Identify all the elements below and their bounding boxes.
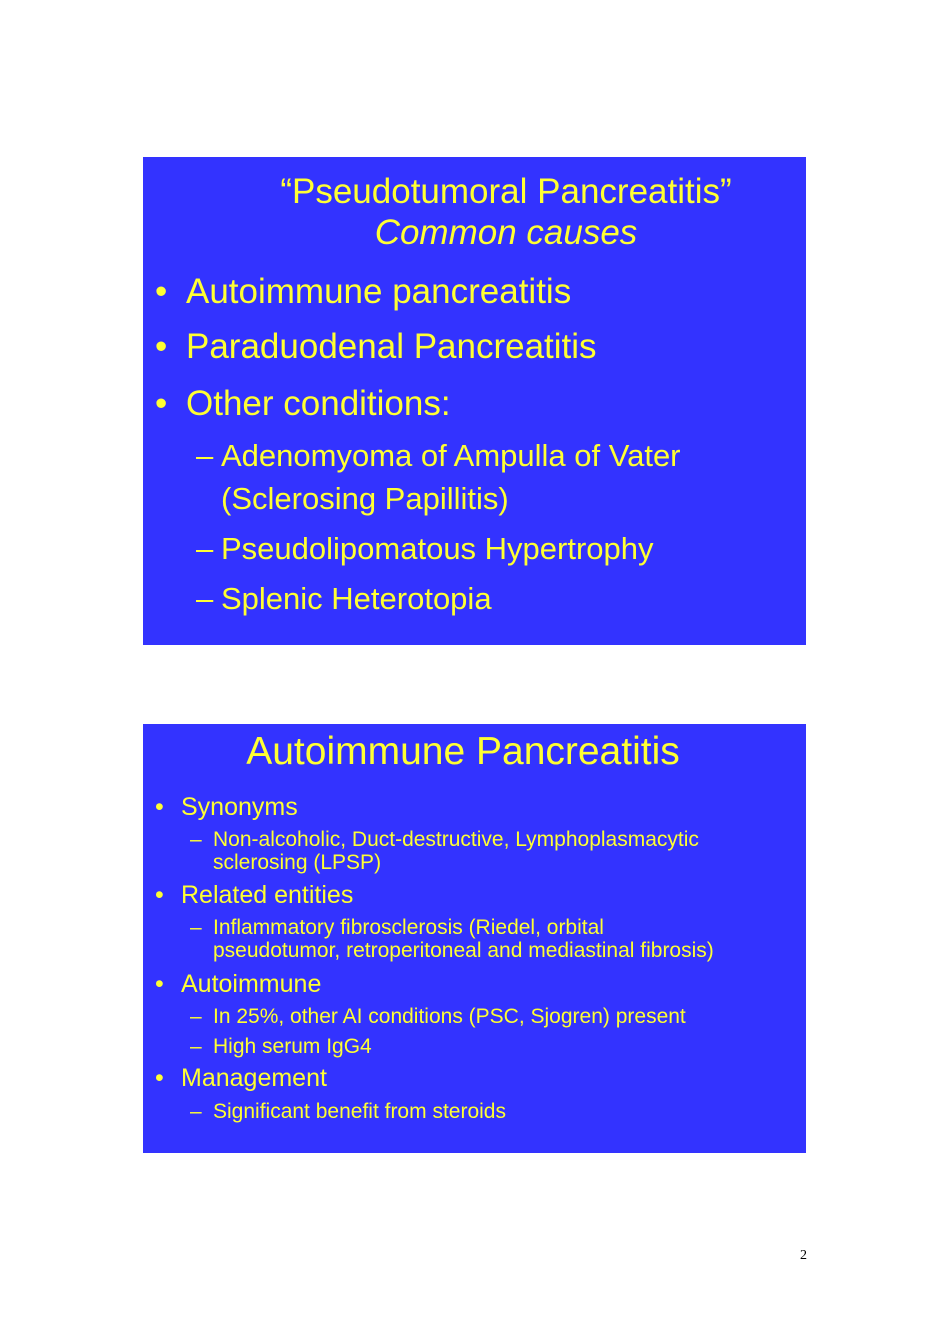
bullet-text: Synonyms: [181, 793, 298, 821]
sub-item-text: In 25%, other AI conditions (PSC, Sjogren) present: [213, 1005, 686, 1028]
dash-marker: –: [190, 916, 202, 939]
page-number: 2: [800, 1248, 807, 1263]
dash-marker: –: [190, 1100, 202, 1123]
slide-title: “Pseudotumoral Pancreatitis”: [280, 172, 732, 211]
slide-autoimmune-pancreatitis: [143, 724, 806, 1153]
dash-marker: –: [196, 581, 214, 616]
dash-marker: –: [190, 828, 202, 851]
sub-item-text: (Sclerosing Papillitis): [221, 481, 509, 516]
bullet-text: Other conditions:: [186, 384, 451, 423]
sub-item-text: Non-alcoholic, Duct-destructive, Lymphoplasmacytic: [213, 828, 699, 851]
dash-marker: –: [196, 531, 214, 566]
bullet-marker: •: [155, 272, 168, 311]
slide-pseudotumoral-pancreatitis: [143, 157, 806, 645]
sub-item-text: High serum IgG4: [213, 1035, 372, 1058]
sub-item-text: Inflammatory fibrosclerosis (Riedel, orbital: [213, 916, 604, 939]
sub-item-text: Adenomyoma of Ampulla of Vater: [221, 438, 681, 473]
dash-marker: –: [190, 1005, 202, 1028]
bullet-text: Management: [181, 1064, 327, 1092]
bullet-text: Related entities: [181, 881, 354, 909]
sub-item-text: Pseudolipomatous Hypertrophy: [221, 531, 654, 566]
dash-marker: –: [196, 438, 214, 473]
bullet-marker: •: [155, 793, 164, 821]
dash-marker: –: [190, 1035, 202, 1058]
sub-item-text: Significant benefit from steroids: [213, 1100, 506, 1123]
sub-item-text: Splenic Heterotopia: [221, 581, 492, 616]
slide-title: Autoimmune Pancreatitis: [246, 730, 680, 773]
bullet-marker: •: [155, 970, 164, 998]
bullet-marker: •: [155, 881, 164, 909]
bullet-text: Paraduodenal Pancreatitis: [186, 327, 597, 366]
sub-item-text: pseudotumor, retroperitoneal and mediastinal fibrosis): [213, 939, 714, 962]
bullet-marker: •: [155, 327, 168, 366]
bullet-marker: •: [155, 1064, 164, 1092]
bullet-text: Autoimmune: [181, 970, 322, 998]
bullet-marker: •: [155, 384, 168, 423]
sub-item-text: sclerosing (LPSP): [213, 851, 382, 874]
bullet-text: Autoimmune pancreatitis: [186, 272, 572, 311]
slide-subtitle: Common causes: [374, 213, 638, 252]
